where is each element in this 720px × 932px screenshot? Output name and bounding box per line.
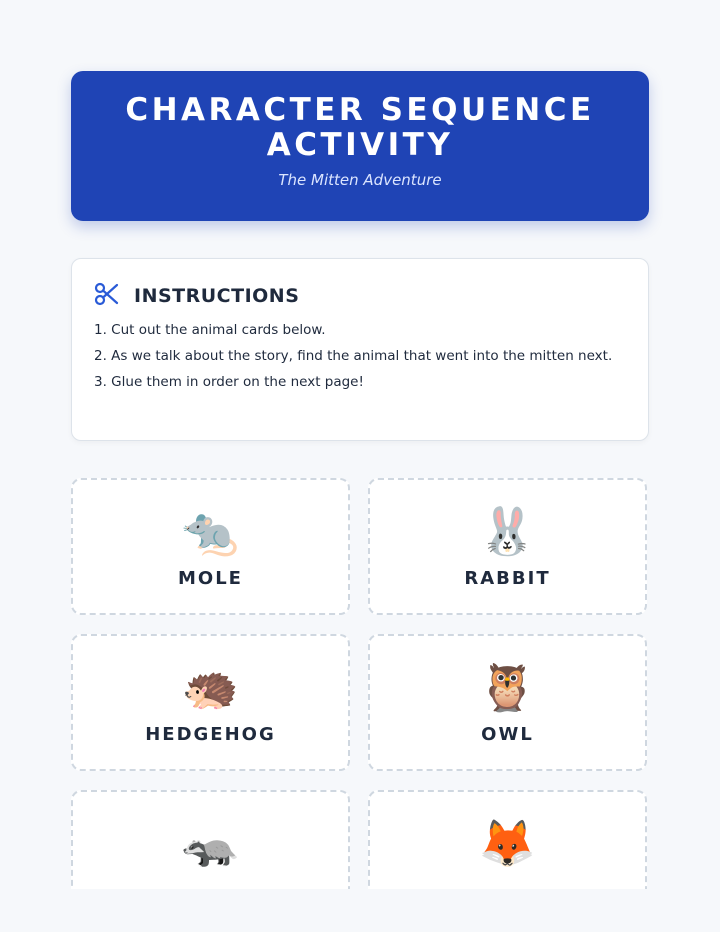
animal-name: RABBIT xyxy=(464,568,551,589)
owl-icon: 🦉 xyxy=(478,660,537,714)
animal-name: MOLE xyxy=(178,568,243,589)
instructions-box xyxy=(71,258,649,441)
page-bottom-mask xyxy=(0,889,720,932)
animal-card-mole[interactable] xyxy=(71,478,350,615)
animal-name: HEDGEHOG xyxy=(145,724,276,745)
instruction-step: 3. Glue them in order on the next page! xyxy=(94,374,364,390)
animal-card-hedgehog[interactable] xyxy=(71,634,350,771)
instructions-header xyxy=(94,281,299,311)
badger-icon: 🦡 xyxy=(181,816,240,870)
animal-card-rabbit[interactable] xyxy=(368,478,647,615)
header-banner xyxy=(71,71,649,221)
page-subtitle: The Mitten Adventure xyxy=(278,171,442,189)
mole-icon: 🐀 xyxy=(181,504,240,558)
scissors-icon xyxy=(94,281,120,311)
animal-card-owl[interactable] xyxy=(368,634,647,771)
animal-name: OWL xyxy=(481,724,534,745)
instruction-step: 2. As we talk about the story, find the animal that went into the mitten next. xyxy=(94,348,613,364)
rabbit-icon: 🐰 xyxy=(478,504,537,558)
hedgehog-icon: 🦔 xyxy=(181,660,240,714)
fox-icon: 🦊 xyxy=(478,816,537,870)
instructions-list xyxy=(94,317,622,395)
instruction-step: 1. Cut out the animal cards below. xyxy=(94,322,326,338)
page-title: CHARACTER SEQUENCE ACTIVITY xyxy=(125,92,595,163)
instructions-title: INSTRUCTIONS xyxy=(134,285,300,307)
